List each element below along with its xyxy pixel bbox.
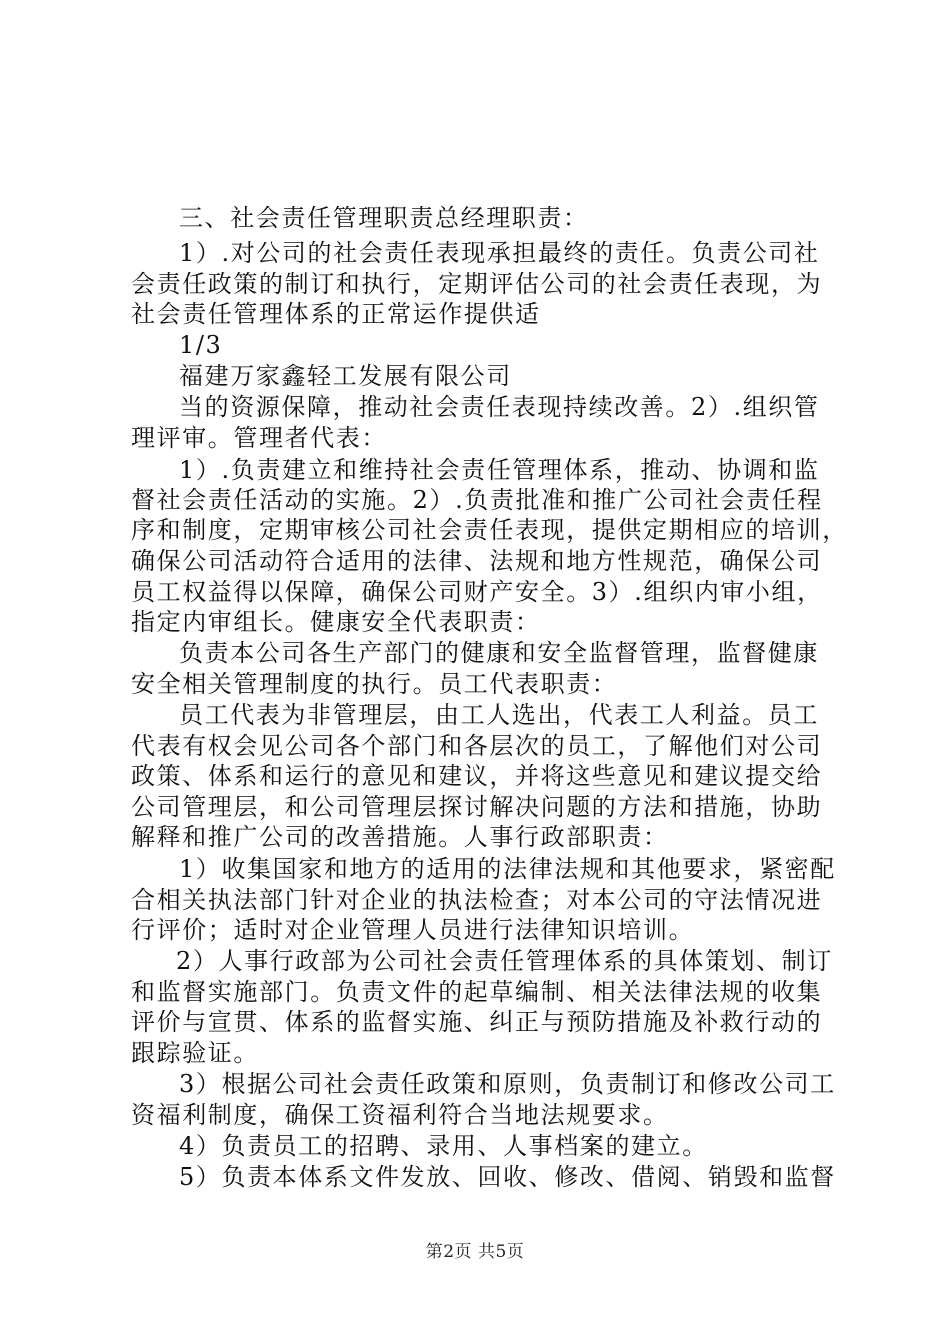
paragraph-line: 1）.负责建立和维持社会责任管理体系，推动、协调和监 (179, 456, 820, 484)
section-heading: 三、社会责任管理职责总经理职责： (179, 204, 589, 232)
paragraph-line: 5）负责本体系文件发放、回收、修改、借阅、销毁和监督 (179, 1163, 836, 1191)
paragraph-line: 合相关执法部门针对企业的执法检查；对本公司的守法情况进 (131, 886, 823, 914)
paragraph-line: 4）负责员工的招聘、录用、人事档案的建立。 (179, 1132, 708, 1160)
paragraph-line: 3）根据公司社会责任政策和原则，负责制订和修改公司工 (179, 1070, 836, 1098)
paragraph-line: 资福利制度，确保工资福利符合当地法规要求。 (131, 1101, 669, 1129)
paragraph-line: 员工权益得以保障，确保公司财产安全。3）.组织内审小组， (131, 578, 823, 606)
page-footer: 第2页 共5页 (425, 1242, 525, 1262)
paragraph-line: 2）人事行政部为公司社会责任管理体系的具体策划、制订 (176, 947, 833, 975)
paragraph-line: 跟踪验证。 (131, 1039, 259, 1067)
paragraph-line: 指定内审组长。健康安全代表职责： (131, 608, 541, 636)
paragraph-line: 和监督实施部门。负责文件的起草编制、相关法律法规的收集 (131, 978, 823, 1006)
paragraph-line: 1）.对公司的社会责任表现承担最终的责任。负责公司社 (179, 239, 820, 267)
paragraph-line: 解释和推广公司的改善措施。人事行政部职责： (131, 823, 669, 851)
paragraph-line: 社会责任管理体系的正常运作提供适 (131, 300, 541, 328)
paragraph-line: 安全相关管理制度的执行。员工代表职责： (131, 670, 618, 698)
paragraph-line: 当的资源保障，推动社会责任表现持续改善。2）.组织管 (179, 393, 820, 421)
paragraph-line: 政策、体系和运行的意见和建议，并将这些意见和建议提交给 (131, 762, 823, 790)
paragraph-line: 评价与宣贯、体系的监督实施、纠正与预防措施及补救行动的 (131, 1008, 823, 1036)
page-fraction: 1/3 (179, 331, 223, 359)
paragraph-line: 理评审。管理者代表： (131, 424, 387, 452)
paragraph-line: 员工代表为非管理层，由工人选出，代表工人利益。员工 (179, 701, 819, 729)
company-name: 福建万家鑫轻工发展有限公司 (179, 362, 512, 390)
paragraph-line: 公司管理层，和公司管理层探讨解决问题的方法和措施，协助 (131, 793, 823, 821)
paragraph-line: 行评价；适时对企业管理人员进行法律知识培训。 (131, 916, 695, 944)
paragraph-line: 确保公司活动符合适用的法律、法规和地方性规范，确保公司 (131, 547, 823, 575)
paragraph-line: 序和制度，定期审核公司社会责任表现，提供定期相应的培训， (131, 516, 848, 544)
paragraph-line: 代表有权会见公司各个部门和各层次的员工，了解他们对公司 (131, 732, 823, 760)
paragraph-line: 1）收集国家和地方的适用的法律法规和其他要求，紧密配 (179, 855, 836, 883)
paragraph-line: 会责任政策的制订和执行，定期评估公司的社会责任表现，为 (131, 270, 823, 298)
paragraph-line: 负责本公司各生产部门的健康和安全监督管理，监督健康 (179, 639, 819, 667)
paragraph-line: 督社会责任活动的实施。2）.负责批准和推广公司社会责任程 (131, 486, 823, 514)
